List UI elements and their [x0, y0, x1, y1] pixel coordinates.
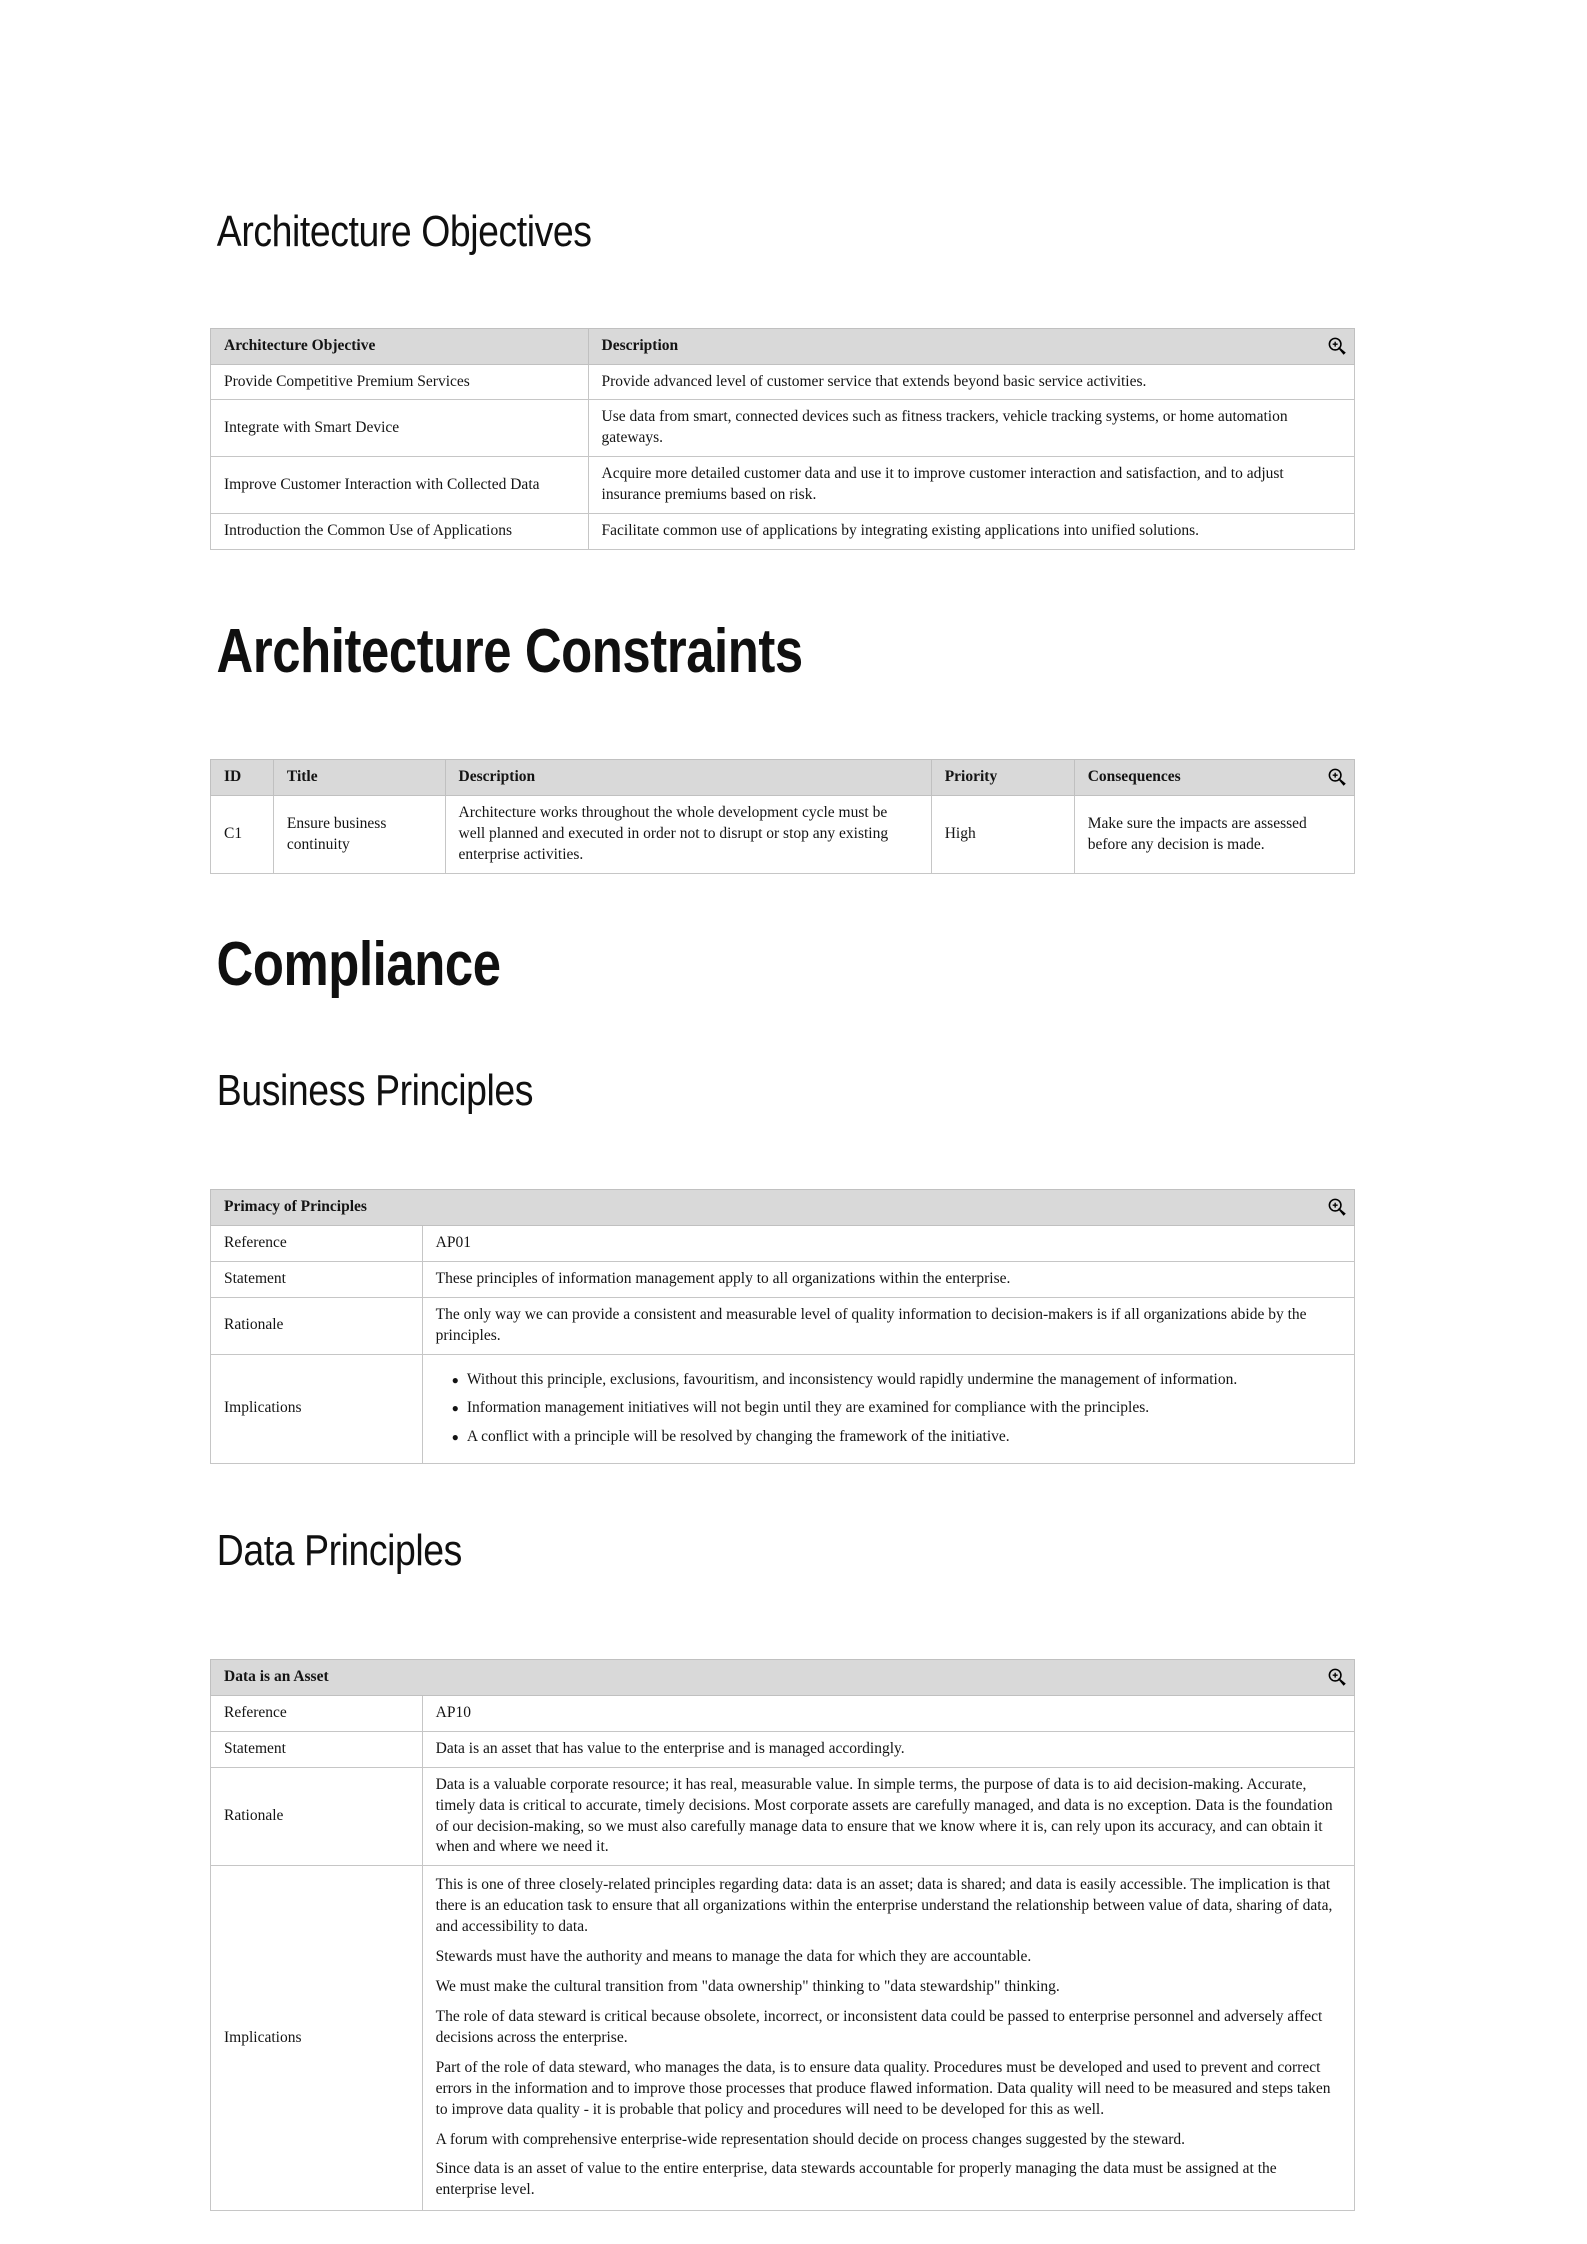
row-label: Statement [211, 1731, 423, 1767]
table-cell: Provide advanced level of customer service that extends beyond basic service activities. [588, 364, 1354, 400]
column-header: Consequences [1074, 760, 1354, 796]
table-row [211, 1767, 1355, 1866]
table-header-row [211, 1659, 1355, 1695]
row-label: Statement [211, 1261, 423, 1297]
table-cell: Architecture works throughout the whole development cycle must be well planned and executed in order not to disrupt or stop any existing enterprise activities. [445, 796, 931, 874]
data-principles-table-wrap [210, 1659, 1355, 2211]
implication-paragraph: This is one of three closely-related principles regarding data: data is an asset; data is shared; and data is easily accessible. The implication is that there is an education task to ensure that all organizations within the enterprise understand the relationship between value of data, sharing of data, and accessibility to data. [435, 1876, 1333, 1936]
column-header: Description [445, 760, 931, 796]
table-cell: AP01 [422, 1225, 1354, 1261]
row-label: Implications [211, 1866, 423, 2211]
bullet-icon: ● [451, 1401, 459, 1416]
column-header: Title [273, 760, 445, 796]
table-cell: Ensure business continuity [273, 796, 445, 874]
table-row [211, 457, 1355, 514]
table-row [211, 1731, 1355, 1767]
table-row [211, 1261, 1355, 1297]
implication-paragraph: The role of data steward is critical because obsolete, incorrect, or inconsistent data could be passed to enterprise personnel and adversely affect decisions across the enterprise. [435, 2007, 1323, 2046]
zoom-in-icon[interactable] [1326, 766, 1348, 788]
implication-paragraph: We must make the cultural transition from "data ownership" thinking to "data stewardship" thinking. [435, 1978, 1060, 1996]
business-principles-table-wrap [210, 1189, 1355, 1464]
table-cell [422, 1866, 1354, 2211]
heading-data-principles: Data Principles [216, 1526, 462, 1576]
implication-text: Information management initiatives will not begin until they are examined for compliance with the principles. [466, 1399, 1150, 1417]
implication-text: Without this principle, exclusions, favouritism, and inconsistency would rapidly undermine the management of information. [466, 1370, 1238, 1388]
list-item [452, 1398, 1341, 1419]
row-label: Rationale [211, 1767, 423, 1866]
table-header-row [211, 1189, 1355, 1225]
row-label: Reference [211, 1695, 423, 1731]
column-header: ID [211, 760, 274, 796]
architecture-constraints-table-wrap [210, 759, 1355, 874]
table-cell: Facilitate common use of applications by integrating existing applications into unified solutions. [588, 514, 1354, 550]
document-content [210, 0, 1355, 2211]
table-title: Data is an Asset [211, 1659, 1355, 1695]
implication-paragraph: Part of the role of data steward, who manages the data, is to ensure data quality. Procedures must be developed and used to prevent and correct errors in the information and to improve those processes that produce flawed information. Data quality will need to be measured and steps taken to improve data quality - it is probable that policy and procedures will need to be developed for this as well. [435, 2058, 1331, 2118]
table-row [211, 1297, 1355, 1354]
table-cell: Acquire more detailed customer data and use it to improve customer interaction and satisfaction, and to adjust insurance premiums based on risk. [588, 457, 1354, 514]
row-label: Reference [211, 1225, 423, 1261]
architecture-objectives-table-wrap [210, 328, 1355, 550]
column-header: Description [588, 328, 1354, 364]
table-cell: The only way we can provide a consistent and measurable level of quality information to decision-makers is if all organizations abide by the principles. [422, 1297, 1354, 1354]
table-row [211, 1354, 1355, 1464]
table-header-row [211, 760, 1355, 796]
table-cell: High [931, 796, 1074, 874]
table-cell: C1 [211, 796, 274, 874]
zoom-in-icon[interactable] [1326, 335, 1348, 357]
table-title: Primacy of Principles [211, 1189, 1355, 1225]
table-row [211, 796, 1355, 874]
primacy-of-principles-table [210, 1189, 1355, 1464]
row-label: Implications [211, 1354, 423, 1464]
implication-paragraph: Since data is an asset of value to the entire enterprise, data stewards accountable for properly managing the data must be assigned at the enterprise level. [435, 2160, 1277, 2199]
heading-architecture-constraints: Architecture Constraints [216, 617, 803, 687]
table-cell: These principles of information management apply to all organizations within the enterprise. [422, 1261, 1354, 1297]
implications-paragraphs [436, 1875, 1341, 2201]
zoom-in-icon[interactable] [1326, 1666, 1348, 1688]
row-label: Rationale [211, 1297, 423, 1354]
heading-compliance: Compliance [216, 930, 501, 1000]
table-header-row [211, 328, 1355, 364]
list-item [452, 1370, 1341, 1391]
table-row [211, 1225, 1355, 1261]
table-cell: Use data from smart, connected devices such as fitness trackers, vehicle tracking systems, or home automation gateways. [588, 400, 1354, 457]
table-cell: Provide Competitive Premium Services [211, 364, 589, 400]
implication-text: A conflict with a principle will be resolved by changing the framework of the initiative. [466, 1428, 1010, 1446]
column-header: Architecture Objective [211, 328, 589, 364]
table-row [211, 514, 1355, 550]
architecture-objectives-table [210, 328, 1355, 550]
architecture-constraints-table [210, 759, 1355, 874]
table-cell: Integrate with Smart Device [211, 400, 589, 457]
table-row [211, 400, 1355, 457]
table-cell: Data is a valuable corporate resource; it has real, measurable value. In simple terms, the purpose of data is to aid decision-making. Accurate, timely data is critical to accurate, timely decisions. Most corporate assets are carefully managed, and data is no exception. Data is the foundation of our decision-making, so we must also carefully manage data to ensure that we know where it is, can rely upon its accuracy, and can obtain it when and where we need it. [422, 1767, 1354, 1866]
table-cell: Introduction the Common Use of Applications [211, 514, 589, 550]
implication-paragraph: A forum with comprehensive enterprise-wide representation should decide on process changes suggested by the steward. [435, 2130, 1185, 2148]
table-row [211, 1695, 1355, 1731]
column-header: Priority [931, 760, 1074, 796]
heading-architecture-objectives: Architecture Objectives [216, 207, 592, 256]
implication-paragraph: Stewards must have the authority and means to manage the data for which they are accountable. [435, 1948, 1032, 1966]
table-row [211, 364, 1355, 400]
bullet-icon: ● [451, 1372, 459, 1387]
data-is-an-asset-table [210, 1659, 1355, 2211]
zoom-in-icon[interactable] [1326, 1196, 1348, 1218]
table-cell: Make sure the impacts are assessed before any decision is made. [1074, 796, 1354, 874]
table-cell: Improve Customer Interaction with Collected Data [211, 457, 589, 514]
implications-list [436, 1370, 1341, 1449]
bullet-icon: ● [451, 1430, 459, 1445]
table-cell: AP10 [422, 1695, 1354, 1731]
table-row [211, 1866, 1355, 2211]
list-item [452, 1427, 1341, 1448]
heading-business-principles: Business Principles [216, 1066, 534, 1116]
table-cell [422, 1354, 1354, 1464]
table-cell: Data is an asset that has value to the enterprise and is managed accordingly. [422, 1731, 1354, 1767]
